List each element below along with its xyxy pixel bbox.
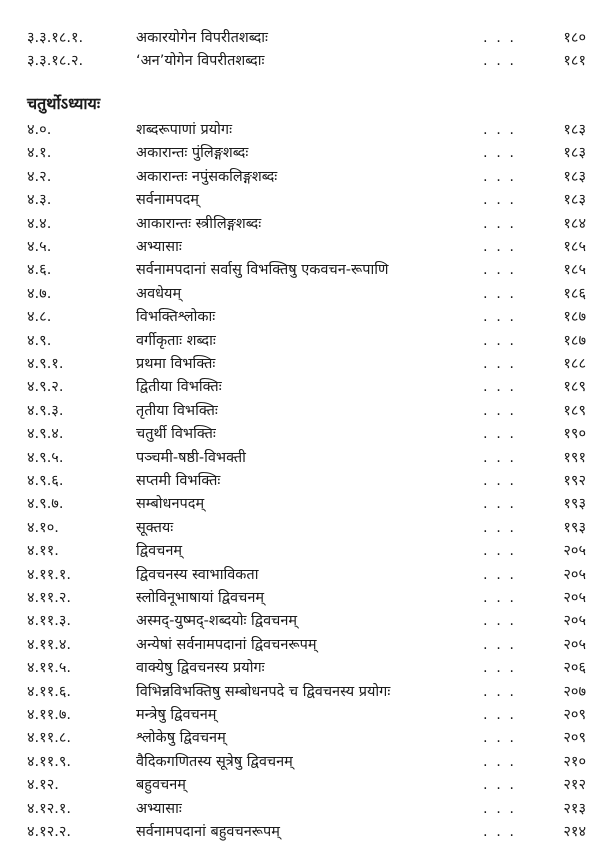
entry-title: सूक्तयः — [136, 519, 174, 536]
entry-title: द्वितीया विभक्तिः — [136, 379, 222, 396]
entry-leader-dots: . . . — [483, 239, 517, 255]
entry-page-number: १८३ — [563, 122, 586, 138]
toc-entry — [0, 610, 600, 633]
entry-leader-dots: . . . — [483, 285, 517, 302]
entry-number: ४.९.५. — [27, 449, 64, 466]
entry-number: ४.११.८. — [27, 730, 71, 747]
entry-leader-dots: . . . — [483, 449, 517, 466]
entry-number: ४.९.६. — [27, 473, 64, 489]
entry-number: ४.११.९. — [27, 753, 71, 770]
entry-title: अभ्यासाः — [136, 800, 182, 817]
entry-title: द्विवचनस्य स्वाभाविकता — [136, 566, 259, 583]
entry-number: ३.३.१८.१. — [27, 30, 84, 46]
entry-title: विभिन्नविभक्तिषु सम्बोधनपदे च द्विवचनस्य प्रयोगः — [136, 683, 391, 700]
entry-number: ४.११.६. — [27, 683, 71, 700]
entry-page-number: २१२ — [563, 777, 586, 794]
entry-leader-dots: . . . — [483, 379, 517, 396]
toc-entry — [0, 564, 600, 587]
entry-leader-dots: . . . — [483, 473, 517, 489]
toc-entry — [0, 798, 600, 821]
entry-leader-dots: . . . — [483, 730, 517, 747]
entry-number: ४.९. — [27, 332, 52, 349]
entry-title: अकारान्तः पुंलिङ्गशब्दः — [136, 145, 249, 162]
entry-number: ४.७. — [27, 285, 52, 302]
entry-title: वर्गीकृताः शब्दाः — [136, 332, 216, 349]
entry-number: ४.९.२. — [27, 379, 64, 396]
entry-title: अस्मद्-युष्मद्-शब्दयोः द्विवचनम् — [136, 613, 298, 630]
entry-leader-dots: . . . — [483, 215, 517, 232]
entry-page-number: १९२ — [563, 473, 586, 489]
entry-page-number: १८४ — [563, 215, 586, 232]
entry-leader-dots: . . . — [483, 660, 517, 677]
toc-entry — [0, 50, 600, 73]
entry-page-number: २०६ — [563, 660, 586, 677]
entry-number: ४.११.५. — [27, 660, 71, 677]
entry-page-number: १८९ — [563, 379, 586, 396]
toc-entry — [0, 751, 600, 774]
entry-page-number: १९१ — [563, 449, 586, 466]
toc-entry — [0, 447, 600, 470]
entry-leader-dots: . . . — [483, 332, 517, 349]
entry-number: ४.५. — [27, 239, 52, 255]
entry-page-number: १८३ — [563, 145, 586, 162]
toc-entry — [0, 213, 600, 236]
entry-leader-dots: . . . — [483, 192, 517, 209]
toc-entry — [0, 27, 600, 50]
toc-entry — [0, 470, 600, 493]
toc-entry — [0, 493, 600, 516]
toc-entry — [0, 142, 600, 165]
entry-page-number: १८९ — [563, 402, 586, 419]
entry-number: ४.२. — [27, 168, 52, 185]
toc-entry — [0, 376, 600, 399]
entry-leader-dots: . . . — [483, 262, 517, 279]
entry-page-number: १९३ — [563, 496, 586, 513]
entry-number: ४.९.७. — [27, 496, 64, 513]
toc-entry — [0, 727, 600, 750]
entry-title: आकारान्तः स्त्रीलिङ्गशब्दः — [136, 215, 262, 232]
entry-leader-dots: . . . — [483, 496, 517, 513]
entry-number: ४.११.१. — [27, 566, 71, 583]
entry-title: सर्वनामपदानां बहुवचनरूपम् — [136, 824, 280, 840]
toc-entry — [0, 517, 600, 540]
entry-page-number: २०७ — [563, 683, 586, 700]
entry-leader-dots: . . . — [483, 356, 517, 372]
entry-leader-dots: . . . — [483, 402, 517, 419]
toc-entry — [0, 657, 600, 680]
toc-entry — [0, 634, 600, 657]
entry-number: ४.११. — [27, 543, 59, 560]
entry-page-number: २०५ — [563, 543, 586, 560]
entry-number: ४.१२.२. — [27, 824, 71, 840]
entry-leader-dots: . . . — [483, 590, 517, 606]
entry-title: सर्वनामपदानां सर्वासु विभक्तिषु एकवचन-रूपाणि — [136, 262, 389, 279]
entry-leader-dots: . . . — [483, 636, 517, 653]
entry-title: शब्दरूपाणां प्रयोगः — [136, 122, 233, 138]
entry-title: सम्बोधनपदम् — [136, 496, 205, 513]
entry-leader-dots: . . . — [483, 426, 517, 443]
entry-title: स्लोविनूभाषायां द्विवचनम् — [136, 590, 265, 606]
entry-page-number: २१० — [563, 753, 586, 770]
entry-leader-dots: . . . — [483, 777, 517, 794]
entry-leader-dots: . . . — [483, 145, 517, 162]
entry-page-number: १८७ — [563, 309, 586, 326]
entry-page-number: २०५ — [563, 566, 586, 583]
entry-title: ‘अन’योगेन विपरीतशब्दाः — [136, 52, 265, 69]
entry-leader-dots: . . . — [483, 122, 517, 138]
entry-page-number: १८५ — [563, 239, 586, 255]
entry-title: विभक्तिश्लोकाः — [136, 309, 216, 326]
toc-entry — [0, 236, 600, 259]
entry-page-number: १८७ — [563, 332, 586, 349]
toc-entry — [0, 119, 600, 142]
toc-entry — [0, 540, 600, 563]
entry-number: ४.३. — [27, 192, 52, 209]
toc-entry — [0, 400, 600, 423]
entry-page-number: २०५ — [563, 613, 586, 630]
entry-number: ४.११.२. — [27, 590, 71, 606]
entry-page-number: १८० — [563, 30, 586, 46]
entry-page-number: १९३ — [563, 519, 586, 536]
entry-page-number: १८८ — [563, 356, 586, 372]
entry-page-number: १८५ — [563, 262, 586, 279]
entry-number: ४.१. — [27, 145, 52, 162]
toc-entry — [0, 774, 600, 797]
entry-leader-dots: . . . — [483, 543, 517, 560]
entry-page-number: १८६ — [563, 285, 586, 302]
entry-number: ४.१२.१. — [27, 800, 71, 817]
entry-leader-dots: . . . — [483, 753, 517, 770]
entry-leader-dots: . . . — [483, 707, 517, 723]
entry-title: अन्येषां सर्वनामपदानां द्विवचनरूपम् — [136, 636, 317, 653]
entry-page-number: २१४ — [563, 824, 586, 840]
toc-entry — [0, 330, 600, 353]
chapter-heading: चतुर्थोऽध्यायः — [27, 94, 101, 113]
entry-title: प्रथमा विभक्तिः — [136, 356, 216, 372]
entry-number: ४.९.४. — [27, 426, 64, 443]
entry-leader-dots: . . . — [483, 613, 517, 630]
entry-leader-dots: . . . — [483, 800, 517, 817]
entry-title: अवधेयम् — [136, 285, 182, 302]
toc-entry — [0, 423, 600, 446]
entry-number: ४.११.३. — [27, 613, 71, 630]
entry-title: पञ्चमी-षष्ठी-विभक्ती — [136, 449, 246, 466]
entry-page-number: २०५ — [563, 590, 586, 606]
entry-title: चतुर्थी विभक्तिः — [136, 426, 216, 443]
toc-entry — [0, 306, 600, 329]
toc-entry — [0, 353, 600, 376]
entry-title: अकारान्तः नपुंसकलिङ्गशब्दः — [136, 168, 278, 185]
toc-entry — [0, 821, 600, 844]
entry-title: सर्वनामपदम् — [136, 192, 199, 209]
toc-entry — [0, 587, 600, 610]
entry-page-number: १९० — [563, 426, 586, 443]
entry-leader-dots: . . . — [483, 519, 517, 536]
entry-number: ४.१२. — [27, 777, 59, 794]
entry-leader-dots: . . . — [483, 52, 517, 69]
entry-title: वैदिकगणितस्य सूत्रेषु द्विवचनम् — [136, 753, 293, 770]
entry-title: मन्त्रेषु द्विवचनम् — [136, 707, 217, 723]
entry-page-number: १८१ — [563, 52, 586, 69]
entry-title: बहुवचनम् — [136, 777, 186, 794]
toc-entry — [0, 166, 600, 189]
entry-page-number: २१३ — [563, 800, 586, 817]
entry-number: ४.१०. — [27, 519, 59, 536]
entry-title: वाक्येषु द्विवचनस्य प्रयोगः — [136, 660, 265, 677]
toc-entry — [0, 681, 600, 704]
toc-entry — [0, 189, 600, 212]
entry-leader-dots: . . . — [483, 168, 517, 185]
entry-number: ४.९.१. — [27, 356, 64, 372]
entry-title: अभ्यासाः — [136, 239, 182, 255]
entry-title: द्विवचनम् — [136, 543, 183, 560]
entry-page-number: २०९ — [563, 730, 586, 747]
toc-entry — [0, 259, 600, 282]
entry-page-number: १८३ — [563, 192, 586, 209]
entry-number: ३.३.१८.२. — [27, 52, 84, 69]
entry-page-number: २०५ — [563, 636, 586, 653]
entry-title: तृतीया विभक्तिः — [136, 402, 218, 419]
entry-page-number: २०९ — [563, 707, 586, 723]
entry-title: श्लोकेषु द्विवचनम् — [136, 730, 226, 747]
entry-leader-dots: . . . — [483, 824, 517, 840]
entry-leader-dots: . . . — [483, 309, 517, 326]
entry-number: ४.६. — [27, 262, 52, 279]
entry-number: ४.०. — [27, 122, 52, 138]
entry-number: ४.११.४. — [27, 636, 71, 653]
entry-number: ४.९.३. — [27, 402, 64, 419]
entry-title: सप्तमी विभक्तिः — [136, 473, 221, 489]
entry-number: ४.४. — [27, 215, 52, 232]
entry-page-number: १८३ — [563, 168, 586, 185]
entry-title: अकारयोगेन विपरीतशब्दाः — [136, 30, 268, 46]
entry-leader-dots: . . . — [483, 566, 517, 583]
toc-entry — [0, 704, 600, 727]
toc-entry — [0, 283, 600, 306]
entry-leader-dots: . . . — [483, 30, 517, 46]
entry-leader-dots: . . . — [483, 683, 517, 700]
entry-number: ४.११.७. — [27, 707, 71, 723]
entry-number: ४.८. — [27, 309, 52, 326]
